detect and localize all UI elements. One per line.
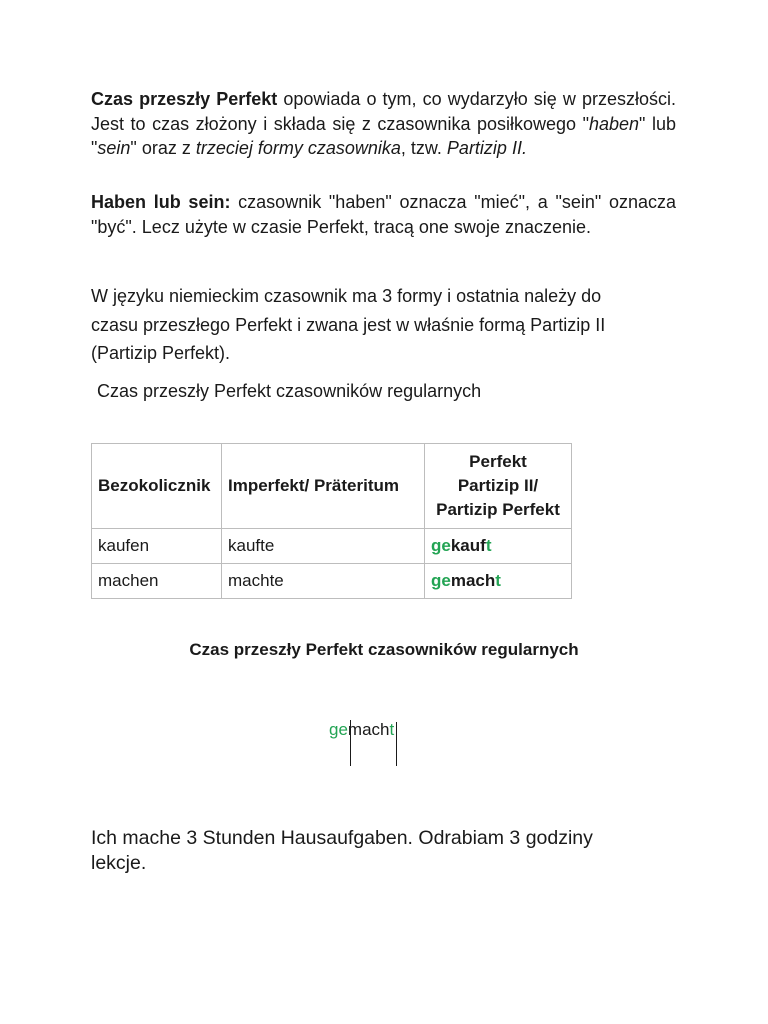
diagram-suffix: t bbox=[389, 720, 395, 739]
haben-sein-title: Haben lub sein: bbox=[91, 192, 231, 212]
cell-imperfekt: machte bbox=[222, 564, 425, 599]
forms-line-4: Czas przeszły Perfekt czasowników regularnych bbox=[97, 381, 482, 401]
divider-line-right bbox=[396, 722, 397, 766]
header-bezokolicznik: Bezokolicznik bbox=[92, 444, 222, 529]
conjugation-table bbox=[91, 443, 572, 599]
caption: Czas przeszły Perfekt czasowników regularnych bbox=[189, 640, 579, 659]
table-row bbox=[92, 564, 572, 599]
cell-prefix: ge bbox=[431, 536, 451, 555]
cell-perfekt bbox=[425, 529, 572, 564]
partizip-diagram-word bbox=[329, 720, 394, 740]
intro-haben: haben bbox=[588, 113, 640, 134]
intro-text-2: " lub " bbox=[91, 113, 676, 158]
cell-infinitive: kaufen bbox=[92, 529, 222, 564]
cell-prefix: ge bbox=[431, 571, 451, 590]
intro-sein: sein bbox=[97, 138, 131, 158]
header-perfekt-line-2: Partizip II/ bbox=[457, 476, 539, 495]
table-row bbox=[92, 529, 572, 564]
intro-title: Czas przeszły Perfekt bbox=[91, 89, 278, 109]
cell-imperfekt: kaufte bbox=[222, 529, 425, 564]
forms-line-2: czasu przeszłego Perfekt i zwana jest w właśnie formą Partizip II bbox=[91, 315, 606, 335]
haben-sein-paragraph bbox=[91, 190, 676, 239]
forms-line-1: W języku niemieckim czasownik ma 3 formy i ostatnia należy do bbox=[91, 286, 602, 306]
cell-suffix: t bbox=[485, 536, 492, 555]
cell-stem: mach bbox=[450, 571, 496, 590]
diagram-stem: mach bbox=[347, 720, 390, 739]
cell-infinitive: machen bbox=[92, 564, 222, 599]
header-perfekt bbox=[425, 444, 572, 529]
intro-text-1: opowiada o tym, co wydarzyło się w przeszłości. Jest to czas złożony i składa się z czasownika posiłkowego " bbox=[91, 89, 676, 134]
table-header-row bbox=[92, 444, 572, 529]
intro-text-4: , tzw. bbox=[400, 138, 447, 158]
divider-line-left bbox=[350, 720, 351, 766]
header-imperfekt: Imperfekt/ Präteritum bbox=[222, 444, 425, 529]
haben-sein-text: czasownik "haben" oznacza "mieć", a "sein" oznacza "być". Lecz użyte w czasie Perfekt, tracą one swoje znaczenie. bbox=[91, 192, 676, 237]
cell-stem: kauf bbox=[450, 536, 486, 555]
cell-suffix: t bbox=[495, 571, 501, 590]
intro-third-form: trzeciej formy czasownika bbox=[195, 138, 401, 158]
forms-line-3: (Partizip Perfekt). bbox=[91, 343, 231, 363]
cell-perfekt bbox=[425, 564, 572, 599]
intro-paragraph bbox=[91, 87, 676, 161]
header-perfekt-line-1: Perfekt bbox=[469, 452, 527, 471]
header-perfekt-line-3: Partizip Perfekt bbox=[436, 500, 560, 519]
intro-partizip: Partizip II. bbox=[446, 138, 527, 158]
diagram-prefix: ge bbox=[329, 720, 348, 739]
example-sentence: Ich mache 3 Stunden Hausaufgaben. Odrabiam 3 godziny lekcje. bbox=[91, 827, 593, 874]
intro-text-3: " oraz z bbox=[130, 138, 196, 158]
